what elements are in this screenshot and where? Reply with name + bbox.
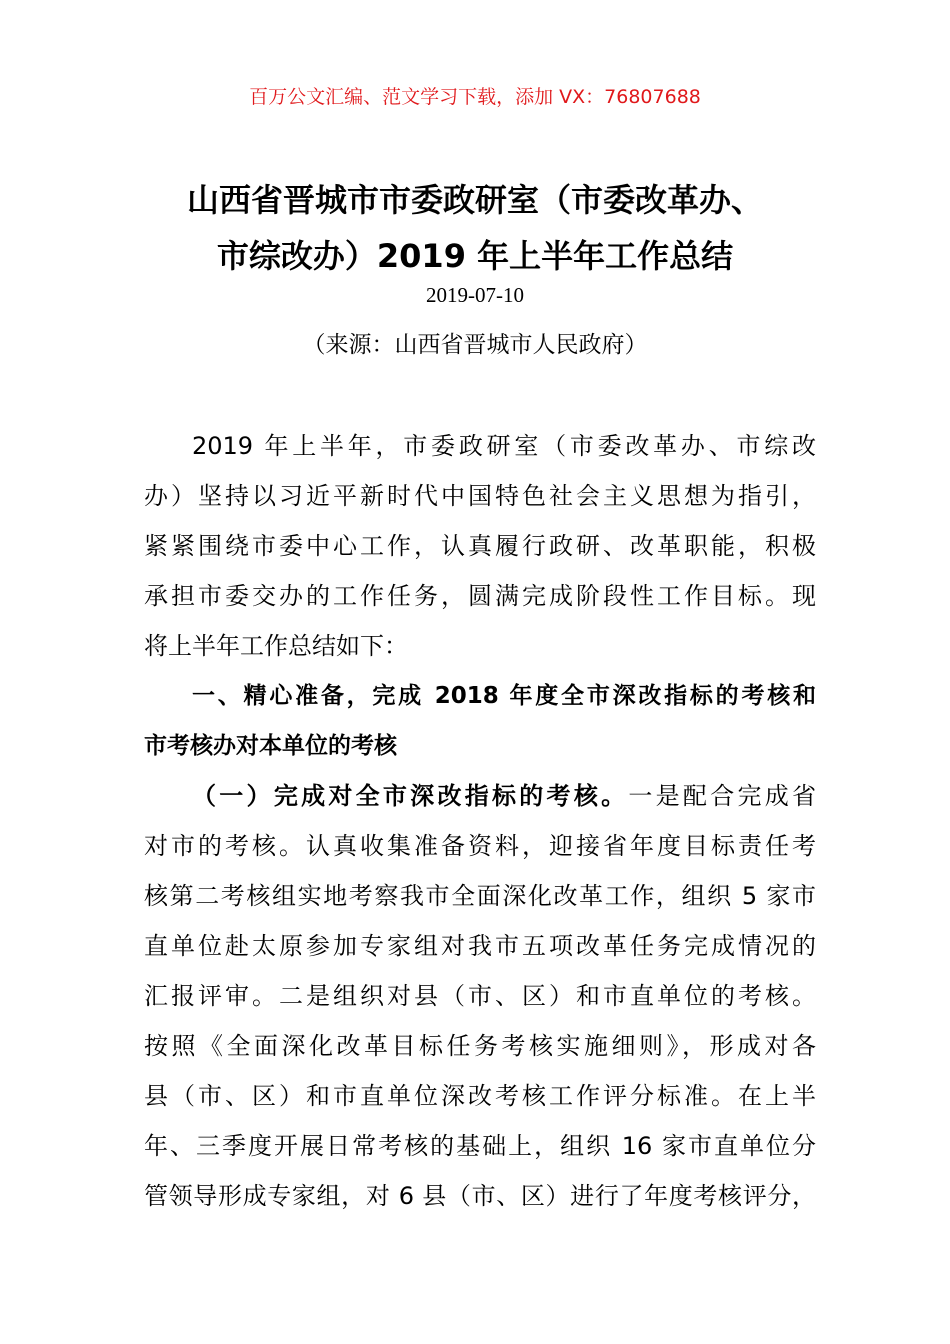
paragraph-line-rest: 一是配合完成省 <box>628 782 817 810</box>
source-line: （来源：山西省晋城市人民政府） <box>302 332 648 358</box>
section-heading-line: 市考核办对本单位的考核 <box>144 733 397 759</box>
paragraph-line: 汇报评审。二是组织对县（市、区）和市直单位的考核。 <box>144 982 816 1010</box>
paragraph-line: 年、三季度开展日常考核的基础上，组织 16 家市直单位分 <box>144 1132 816 1160</box>
title-line-2: 市综改办）2019 年上半年工作总结 <box>216 237 734 275</box>
paragraph-line: 管领导形成专家组，对 6 县（市、区）进行了年度考核评分， <box>144 1182 816 1210</box>
paragraph-line: 按照《全面深化改革目标任务考核实施细则》，形成对各 <box>144 1032 816 1060</box>
paragraph-line: 2019 年上半年，市委政研室（市委改革办、市综改 <box>192 432 816 460</box>
paragraph-line: 办）坚持以习近平新时代中国特色社会主义思想为指引， <box>144 482 816 510</box>
paragraph-line: 对市的考核。认真收集准备资料，迎接省年度目标责任考 <box>144 832 816 860</box>
section-heading-line: 一、精心准备，完成 2018 年度全市深改指标的考核和 <box>192 683 816 709</box>
paragraph-line: 紧紧围绕市委中心工作，认真履行政研、改革职能，积极 <box>144 532 816 560</box>
document-title <box>100 172 850 284</box>
paragraph-line: 承担市委交办的工作任务，圆满完成阶段性工作目标。现 <box>144 582 816 610</box>
watermark-banner: 百万公文汇编、范文学习下载，添加 VX：76807688 <box>249 86 701 108</box>
paragraph-line: 直单位赴太原参加专家组对我市五项改革任务完成情况的 <box>144 932 816 960</box>
publish-date: 2019-07-10 <box>426 283 524 307</box>
paragraph-line: 核第二考核组实地考察我市全面深化改革工作，组织 5 家市 <box>144 882 816 910</box>
subsection-heading: （一）完成对全市深改指标的考核。 <box>192 782 629 810</box>
paragraph-line <box>144 771 816 821</box>
paragraph-line: 将上半年工作总结如下： <box>144 632 408 660</box>
title-line-1: 山西省晋城市市委政研室（市委改革办、 <box>186 181 763 219</box>
body-text <box>144 421 816 1221</box>
paragraph-line: 县（市、区）和市直单位深改考核工作评分标准。在上半 <box>144 1082 816 1110</box>
